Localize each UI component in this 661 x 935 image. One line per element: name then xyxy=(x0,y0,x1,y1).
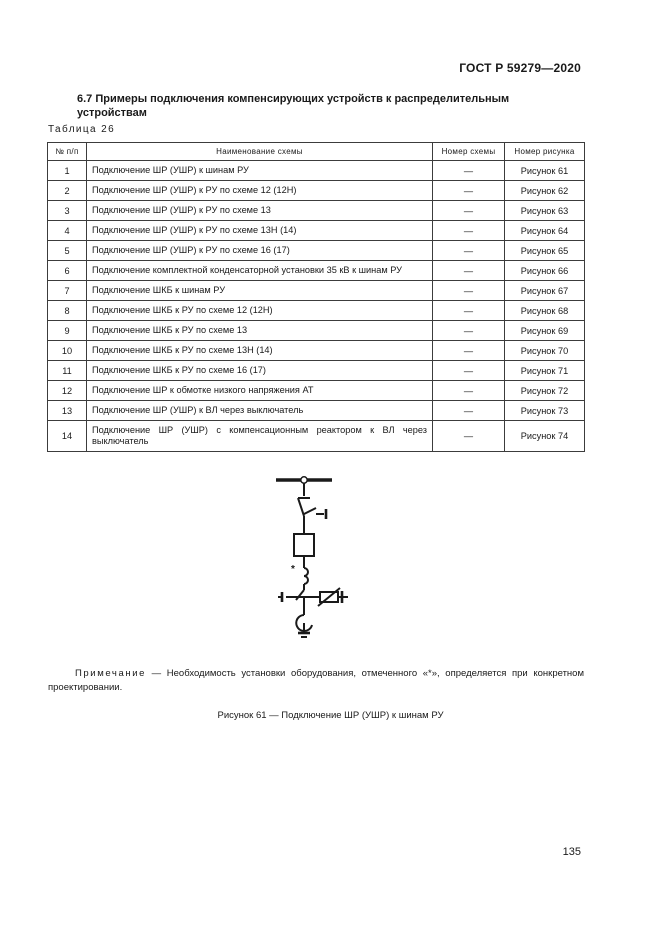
row-number: 7 xyxy=(48,281,87,301)
row-scheme-name: Подключение ШР (УШР) к шинам РУ xyxy=(87,161,433,181)
row-number: 6 xyxy=(48,261,87,281)
row-scheme-number: — xyxy=(433,421,505,452)
row-figure-number: Рисунок 61 xyxy=(505,161,585,181)
row-scheme-number: — xyxy=(433,241,505,261)
row-scheme-name: Подключение ШКБ к РУ по схеме 16 (17) xyxy=(87,361,433,381)
row-scheme-number: — xyxy=(433,261,505,281)
standard-code: ГОСТ Р 59279—2020 xyxy=(459,61,581,75)
row-scheme-name: Подключение ШКБ к РУ по схеме 12 (12Н) xyxy=(87,301,433,321)
column-header-number: № п/п xyxy=(48,143,87,161)
bus-connection-node xyxy=(301,477,307,483)
row-scheme-name: Подключение ШР (УШР) к РУ по схеме 13 xyxy=(87,201,433,221)
column-header-figure: Номер рисунка xyxy=(505,143,585,161)
row-scheme-name: Подключение ШР к обмотке низкого напряжения АТ xyxy=(87,381,433,401)
row-number: 10 xyxy=(48,341,87,361)
table-row xyxy=(48,261,585,281)
row-scheme-number: — xyxy=(433,341,505,361)
row-number: 13 xyxy=(48,401,87,421)
row-figure-number: Рисунок 74 xyxy=(505,421,585,452)
row-figure-number: Рисунок 67 xyxy=(505,281,585,301)
row-scheme-name: Подключение ШКБ к шинам РУ xyxy=(87,281,433,301)
note-text: — Необходимость установки оборудования, отмеченного «*», определяется при конкретном проектировании. xyxy=(48,668,584,693)
row-scheme-number: — xyxy=(433,401,505,421)
row-scheme-name: Подключение ШКБ к РУ по схеме 13 xyxy=(87,321,433,341)
row-figure-number: Рисунок 62 xyxy=(505,181,585,201)
page-number: 135 xyxy=(562,846,581,858)
row-scheme-number: — xyxy=(433,181,505,201)
asterisk-marker: * xyxy=(291,564,295,575)
table-row xyxy=(48,381,585,401)
row-number: 9 xyxy=(48,321,87,341)
disconnector-blade xyxy=(298,498,304,516)
table-row xyxy=(48,301,585,321)
row-scheme-name: Подключение ШР (УШР) к РУ по схеме 16 (17) xyxy=(87,241,433,261)
schemes-table xyxy=(47,142,585,452)
section-heading: 6.7 Примеры подключения компенсирующих устройств к распределительным устройствам xyxy=(77,93,510,119)
row-scheme-number: — xyxy=(433,381,505,401)
row-figure-number: Рисунок 65 xyxy=(505,241,585,261)
row-figure-number: Рисунок 68 xyxy=(505,301,585,321)
table-row xyxy=(48,421,585,452)
column-header-scheme: Номер схемы xyxy=(433,143,505,161)
current-transformer xyxy=(304,568,308,584)
row-figure-number: Рисунок 72 xyxy=(505,381,585,401)
row-figure-number: Рисунок 70 xyxy=(505,341,585,361)
row-number: 5 xyxy=(48,241,87,261)
row-number: 2 xyxy=(48,181,87,201)
earthing-switch xyxy=(304,508,316,514)
row-scheme-name: Подключение ШКБ к РУ по схеме 13Н (14) xyxy=(87,341,433,361)
row-number: 8 xyxy=(48,301,87,321)
row-scheme-number: — xyxy=(433,201,505,221)
row-figure-number: Рисунок 63 xyxy=(505,201,585,221)
row-scheme-name: Подключение ШР (УШР) к РУ по схеме 13Н (14) xyxy=(87,221,433,241)
row-number: 3 xyxy=(48,201,87,221)
column-header-name: Наименование схемы xyxy=(87,143,433,161)
reactor-symbol xyxy=(294,534,314,556)
table-row xyxy=(48,361,585,381)
row-figure-number: Рисунок 73 xyxy=(505,401,585,421)
row-number: 1 xyxy=(48,161,87,181)
row-figure-number: Рисунок 69 xyxy=(505,321,585,341)
row-scheme-number: — xyxy=(433,361,505,381)
table-row xyxy=(48,181,585,201)
table-row xyxy=(48,201,585,221)
row-figure-number: Рисунок 64 xyxy=(505,221,585,241)
connection-diagram xyxy=(260,470,370,650)
row-scheme-name: Подключение комплектной конденсаторной установки 35 кВ к шинам РУ xyxy=(87,261,433,281)
table-row xyxy=(48,281,585,301)
row-scheme-name: Подключение ШР (УШР) к РУ по схеме 12 (12Н) xyxy=(87,181,433,201)
note xyxy=(48,667,584,695)
table-caption: Таблица 26 xyxy=(48,124,116,135)
row-figure-number: Рисунок 71 xyxy=(505,361,585,381)
row-number: 14 xyxy=(48,421,87,452)
table-row xyxy=(48,221,585,241)
switch-blade xyxy=(296,590,304,600)
table-row xyxy=(48,341,585,361)
note-label: Примечание xyxy=(75,668,146,679)
row-scheme-number: — xyxy=(433,161,505,181)
table-header-row xyxy=(48,143,585,161)
row-number: 11 xyxy=(48,361,87,381)
row-scheme-number: — xyxy=(433,321,505,341)
row-scheme-name: Подключение ШР (УШР) к ВЛ через выключатель xyxy=(87,401,433,421)
row-number: 12 xyxy=(48,381,87,401)
table-row xyxy=(48,241,585,261)
figure-caption: Рисунок 61 — Подключение ШР (УШР) к шинам РУ xyxy=(217,710,444,721)
row-scheme-name: Подключение ШР (УШР) с компенсационным реактором к ВЛ через выключатель xyxy=(87,421,433,452)
table-row xyxy=(48,321,585,341)
row-scheme-number: — xyxy=(433,221,505,241)
table-row xyxy=(48,401,585,421)
row-number: 4 xyxy=(48,221,87,241)
row-figure-number: Рисунок 66 xyxy=(505,261,585,281)
row-scheme-number: — xyxy=(433,281,505,301)
row-scheme-number: — xyxy=(433,301,505,321)
table-row xyxy=(48,161,585,181)
